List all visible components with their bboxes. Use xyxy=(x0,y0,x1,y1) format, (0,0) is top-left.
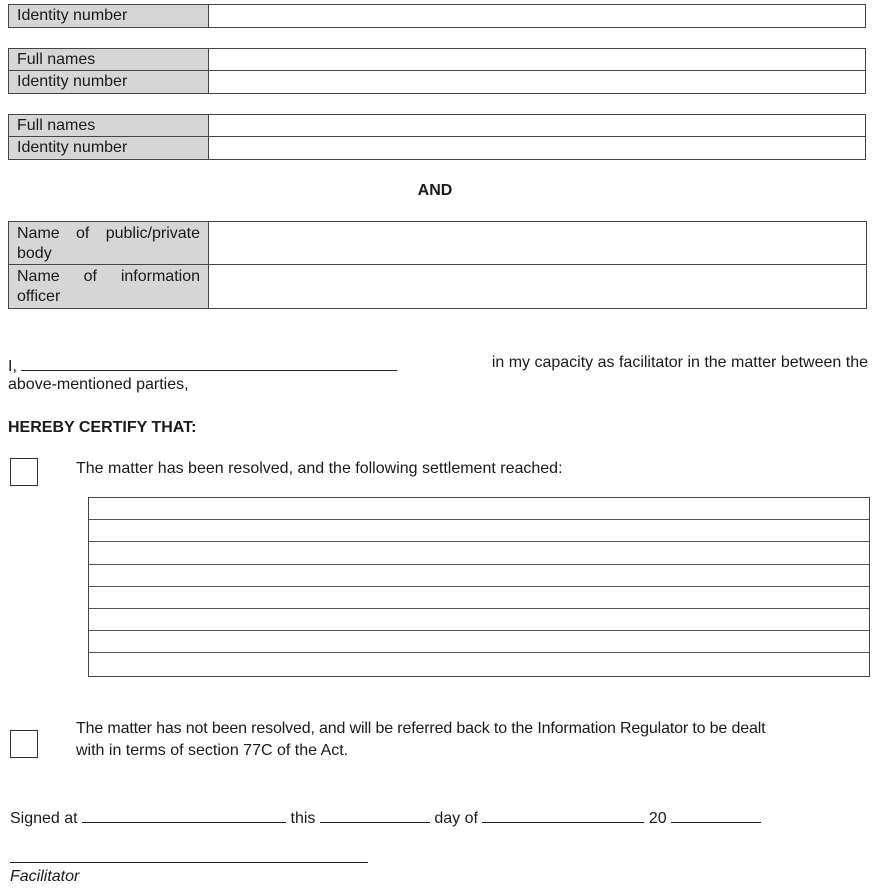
day-of-label: day of xyxy=(434,810,478,827)
identity-number-input[interactable] xyxy=(210,5,865,27)
information-officer-label: Name of information officer xyxy=(9,265,209,308)
signed-at-field[interactable] xyxy=(82,804,286,823)
full-names-label: Full names xyxy=(9,115,209,136)
month-field[interactable] xyxy=(482,804,644,823)
settlement-line-input[interactable] xyxy=(89,498,869,519)
resolved-text: The matter has been resolved, and the following settlement reached: xyxy=(76,460,563,477)
this-label: this xyxy=(290,810,316,827)
settlement-line-input[interactable] xyxy=(89,631,869,652)
public-private-body-input[interactable] xyxy=(210,222,866,264)
declaration-suffix: in my capacity as facilitator in the matter between the xyxy=(491,354,868,371)
identity-row xyxy=(9,5,865,27)
declaration-prefix: I, xyxy=(8,358,17,375)
full-names-input[interactable] xyxy=(210,49,865,70)
settlement-line-input[interactable] xyxy=(89,565,869,586)
day-field[interactable] xyxy=(320,804,430,823)
identity-number-input[interactable] xyxy=(210,137,865,159)
identity-number-label: Identity number xyxy=(9,5,209,27)
and-heading: AND xyxy=(417,182,453,199)
settlement-box xyxy=(88,497,870,677)
identity-row xyxy=(9,137,865,159)
information-officer-input[interactable] xyxy=(210,265,866,308)
certify-heading: HEREBY CERTIFY THAT: xyxy=(8,419,197,436)
identity-number-label: Identity number xyxy=(9,137,209,159)
not-resolved-line-1: The matter has not been resolved, and will be referred back to the Information Regulator to be dealt xyxy=(76,720,766,737)
settlement-line-input[interactable] xyxy=(89,520,869,541)
settlement-line-input[interactable] xyxy=(89,587,869,608)
full-names-row xyxy=(9,49,865,71)
signature-line xyxy=(10,804,761,830)
signed-at-label: Signed at xyxy=(10,810,78,827)
full-names-input[interactable] xyxy=(210,115,865,136)
resolved-checkbox[interactable] xyxy=(10,458,38,486)
public-private-body-row xyxy=(9,222,866,265)
body-officer-table xyxy=(8,221,867,309)
facilitator-label: Facilitator xyxy=(10,868,80,885)
not-resolved-line-2: with in terms of section 77C of the Act. xyxy=(76,742,349,759)
settlement-line-input[interactable] xyxy=(89,609,869,630)
public-private-body-label: Name of public/private body xyxy=(9,222,209,264)
identity-table-1 xyxy=(8,4,866,28)
identity-number-label: Identity number xyxy=(9,71,209,93)
identity-number-input[interactable] xyxy=(210,71,865,93)
settlement-line-input[interactable] xyxy=(89,542,869,563)
party-table-2 xyxy=(8,48,866,94)
year-prefix: 20 xyxy=(648,810,667,827)
information-officer-row xyxy=(9,265,866,308)
identity-row xyxy=(9,71,865,93)
party-table-3 xyxy=(8,114,866,160)
full-names-row xyxy=(9,115,865,137)
facilitator-signature-line[interactable] xyxy=(10,862,368,863)
full-names-label: Full names xyxy=(9,49,209,70)
settlement-line-input[interactable] xyxy=(89,653,869,675)
not-resolved-checkbox[interactable] xyxy=(10,730,38,758)
declaration-line-2: above-mentioned parties, xyxy=(8,376,189,393)
facilitator-name-field[interactable] xyxy=(21,352,397,371)
year-field[interactable] xyxy=(671,804,761,823)
